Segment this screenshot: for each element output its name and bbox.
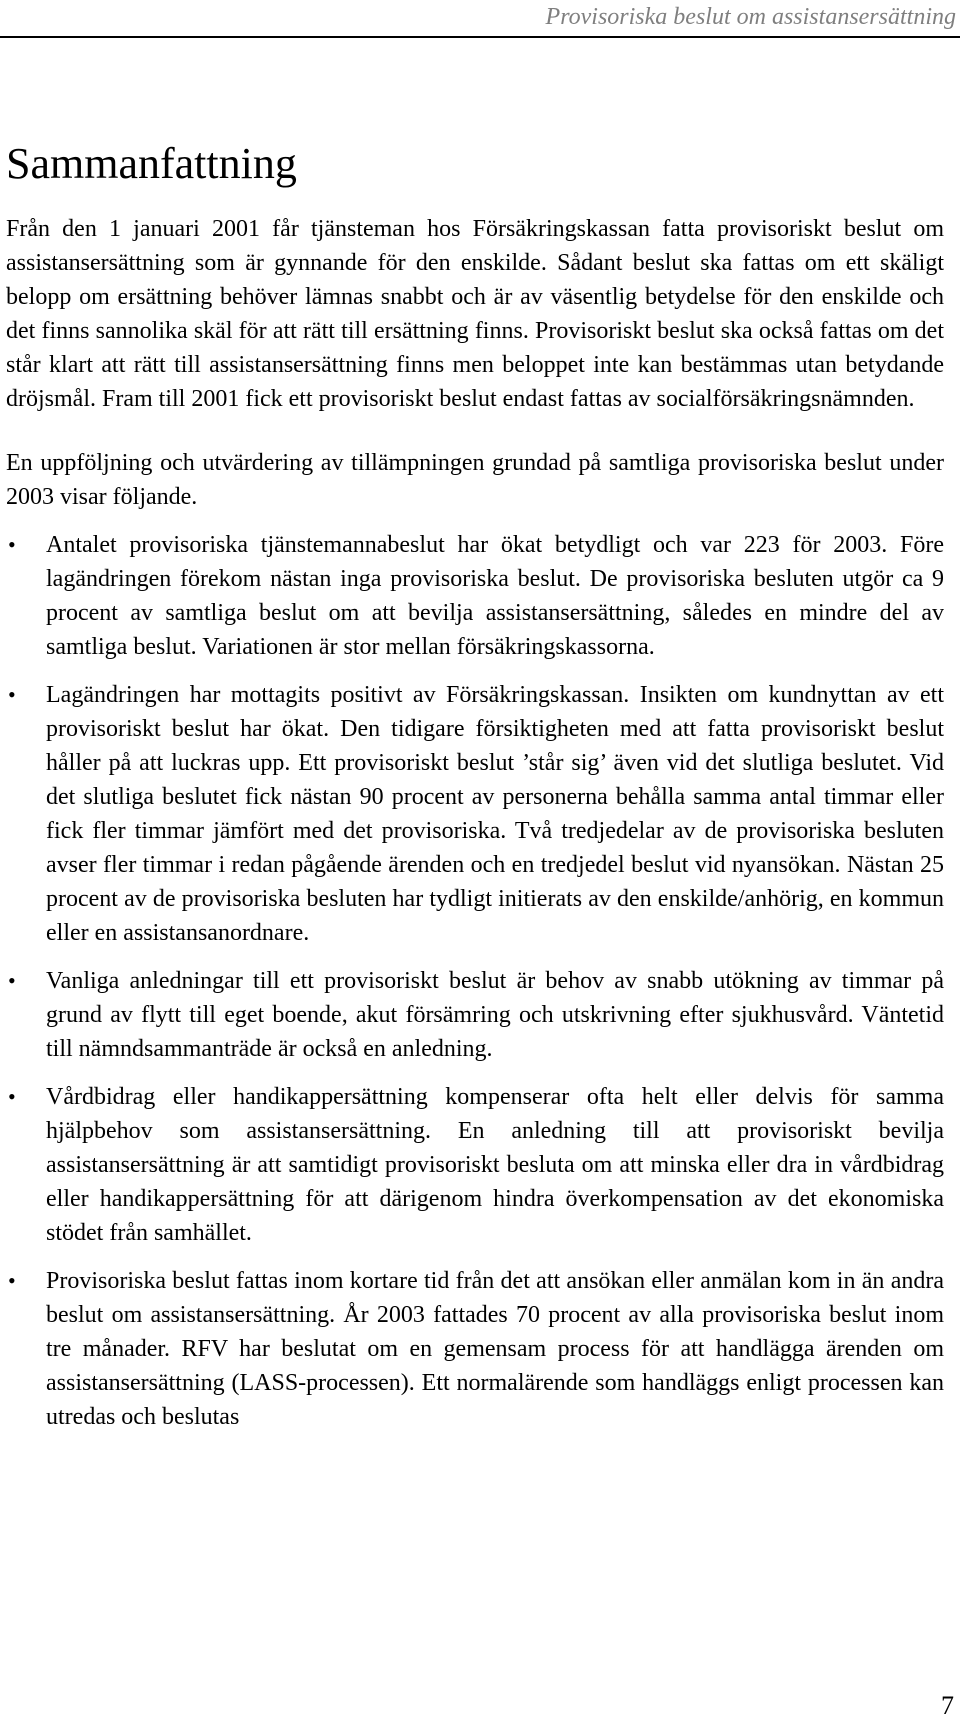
bullet-icon: • xyxy=(8,1084,16,1109)
finding-item xyxy=(6,528,944,664)
page-content xyxy=(6,138,944,1448)
bullet-icon: • xyxy=(8,682,16,707)
finding-text: Lagändringen har mottagits positivt av Försäkringskassan. Insikten om kundnyttan av ett provisoriskt beslut har ökat. Den tidigare försiktigheten med att fatta provisoriskt beslut håller på att luckras upp. Ett provisoriskt beslut ’står sig’ även vid det slutliga beslutet. Vid det slutliga beslutet fick nästan 90 procent av personerna behålla samma antal timmar eller fick fler timmar jämfört med det provisoriska. Två tredjedelar av de provisoriska besluten avser fler timmar i redan pågående ärenden och en tredjedel beslut vid nyansökan. Nästan 25 procent av de provisoriska besluten har tydligt initierats av den enskilde/anhörig, en kommun eller en assistansanordnare. xyxy=(46,682,944,946)
bullet-icon: • xyxy=(8,1268,16,1293)
header-rule xyxy=(0,36,960,38)
section-title: Sammanfattning xyxy=(6,139,297,188)
summary-paragraph-1: Från den 1 januari 2001 får tjänsteman hos Försäkringskassan fatta provisoriskt beslut om assistansersättning som är gynnande för den enskilde. Sådant beslut ska fattas om ett skäligt belopp om ersättning behöver lämnas snabbt och är av väsentlig betydelse för den enskilde och det finns sannolika skäl för att rätt till ersättning finns. Provisoriskt beslut ska också fattas om det står klart att rätt till assistansersättning finns men beloppet inte kan bestämmas utan betydande dröjsmål. Fram till 2001 fick ett provisoriskt beslut endast fattas av socialförsäkringsnämnden. xyxy=(6,216,944,412)
finding-item xyxy=(6,1080,944,1250)
finding-text: Vårdbidrag eller handikappersättning kompenserar ofta helt eller delvis för samma hjälpbehov som assistansersättning. En anledning till att provisoriskt bevilja assistansersättning är att samtidigt provisoriskt besluta om att minska eller dra in vårdbidrag eller handikappersättning för att därigenom hindra överkompensation av det ekonomiska stödet från samhället. xyxy=(46,1084,944,1246)
finding-item xyxy=(6,1264,944,1434)
finding-text: Antalet provisoriska tjänstemannabeslut har ökat betydligt och var 223 för 2003. Före lagändringen förekom nästan inga provisoriska beslut. De provisoriska besluten utgör ca 9 procent av samtliga beslut om att bevilja assistansersättning, således en mindre del av samtliga beslut. Variationen är stor mellan försäkringskassorna. xyxy=(46,532,944,660)
finding-text: Provisoriska beslut fattas inom kortare tid från det att ansökan eller anmälan kom in än andra beslut om assistansersättning. År 2003 fattades 70 procent av alla provisoriska beslut inom tre månader. RFV har beslutat om en gemensam process för att handlägga ärenden om assistansersättning (LASS-processen). Ett normalärende som handläggs enligt processen kan utredas och beslutas xyxy=(46,1268,944,1430)
running-header: Provisoriska beslut om assistansersättning xyxy=(545,4,956,30)
bullet-icon: • xyxy=(8,968,16,993)
finding-item xyxy=(6,678,944,950)
bullet-icon: • xyxy=(8,532,16,557)
findings-list xyxy=(6,528,944,1434)
page-number: 7 xyxy=(941,1691,954,1720)
finding-text: Vanliga anledningar till ett provisoriskt beslut är behov av snabb utökning av timmar på grund av flytt till eget boende, akut försämring och utskrivning efter sjukhusvård. Väntetid till nämndsammanträde är också en anledning. xyxy=(46,968,944,1062)
finding-item xyxy=(6,964,944,1066)
summary-paragraph-2: En uppföljning och utvärdering av tillämpningen grundad på samtliga provisoriska beslut under 2003 visar följande. xyxy=(6,450,944,510)
